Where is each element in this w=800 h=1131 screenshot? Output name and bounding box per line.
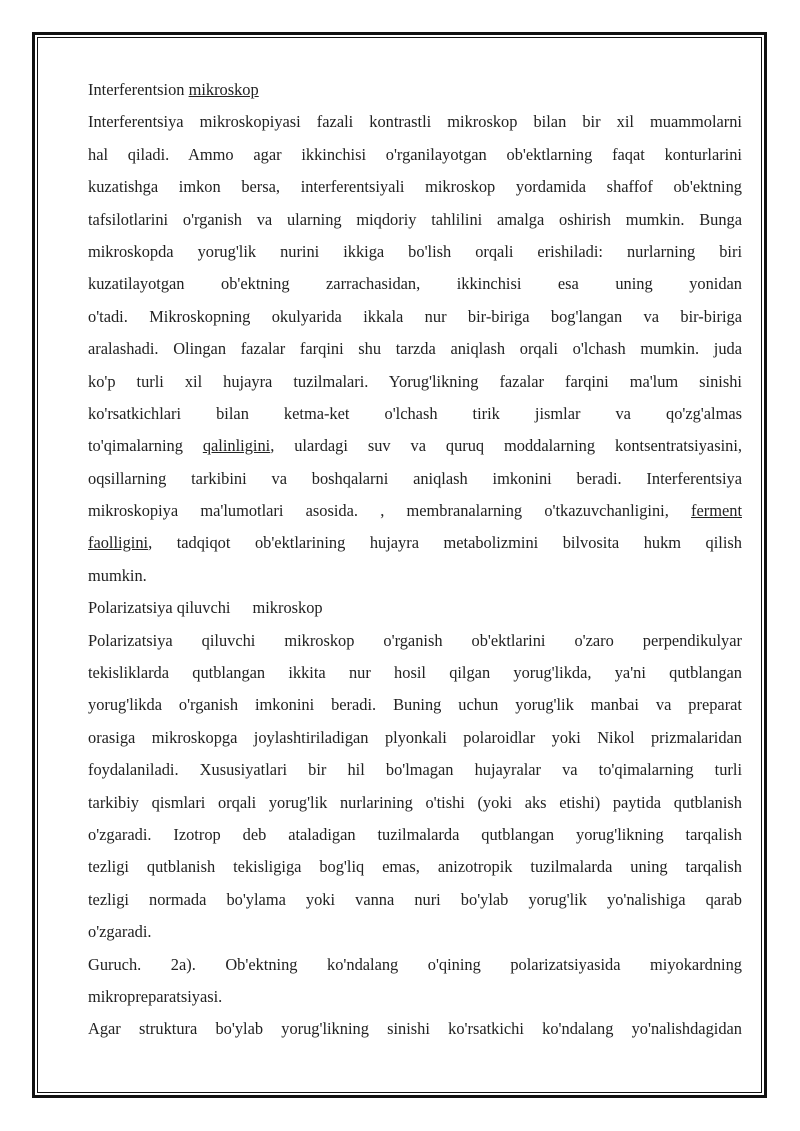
text-line: hal qiladi. Ammo agar ikkinchisi o'rganilayotgan ob'ektlarning faqat konturlarini: [88, 144, 742, 164]
document-body: [88, 74, 742, 1046]
text-line: tafsilotlarini o'rganish va ularning miqdoriy tahlilini amalga oshirish mumkin. Bunga: [88, 209, 742, 229]
text-line: aralashadi. Olingan fazalar farqini shu tarzda aniqlash orqali o'lchash mumkin. juda: [88, 339, 742, 359]
hyperlink[interactable]: faolligini: [88, 533, 149, 553]
text-segment: , ulardagi suv va quruq moddalarning kontsentratsiyasini,: [270, 436, 742, 456]
text-line: orasiga mikroskopga joylashtiriladigan plyonkali polaroidlar yoki Nikol prizmalaridan: [88, 727, 742, 747]
text-line: o'zgaradi.: [88, 922, 152, 942]
text-line: yorug'likda o'rganish imkonini beradi. Buning uchun yorug'lik manbai va preparat: [88, 695, 742, 715]
text-line: ko'rsatkichlari bilan ketma-ket o'lchash tirik jismlar va qo'zg'almas: [88, 403, 742, 423]
text-line: mikroskopda yorug'lik nurini ikkiga bo'lish orqali erishiladi: nurlarning biri: [88, 241, 742, 261]
section-heading: [88, 592, 742, 624]
text-line: [88, 430, 742, 462]
text-line: Guruch. 2a). Ob'ektning ko'ndalang o'qining polarizatsiyasida miyokardning: [88, 954, 742, 974]
heading-text: Interferentsion: [88, 80, 189, 99]
text-line: ko'p turli xil hujayra tuzilmalari. Yorug'likning fazalar farqini ma'lum sinishi: [88, 371, 742, 391]
text-line: mikropreparatsiyasi.: [88, 986, 223, 1006]
text-segment: to'qimalarning: [88, 436, 203, 456]
text-line: tekisliklarda qutblangan ikkita nur hosil qilgan yorug'likda, ya'ni qutblangan: [88, 663, 742, 683]
text-line: Agar struktura bo'ylab yorug'likning sinishi ko'rsatkichi ko'ndalang yo'nalishdagidan: [88, 1019, 742, 1039]
text-line: [88, 495, 742, 527]
text-line: o'tadi. Mikroskopning okulyarida ikkala nur bir-biriga bog'langan va bir-biriga: [88, 306, 742, 326]
text-line: o'zgaradi. Izotrop deb ataladigan tuzilmalarda qutblangan yorug'likning tarqalish: [88, 824, 742, 844]
text-line: mumkin.: [88, 565, 147, 585]
text-line: [88, 527, 742, 559]
text-line: Polarizatsiya qiluvchi mikroskop o'rganish ob'ektlarini o'zaro perpendikulyar: [88, 630, 742, 650]
text-line: tezligi qutblanish tekisligiga bog'liq emas, anizotropik tuzilmalarda uning tarqalish: [88, 857, 742, 877]
text-line: tarkibiy qismlari orqali yorug'lik nurlarining o'tishi (yoki aks etishi) paytida qutblanish: [88, 792, 742, 812]
text-line: Interferentsiya mikroskopiyasi fazali kontrastli mikroskop bilan bir xil muammolarni: [88, 112, 742, 132]
hyperlink[interactable]: qalinligini: [202, 436, 271, 456]
heading-text: Polarizatsiya qiluvchi: [88, 598, 231, 618]
text-segment: mikroskopiya ma'lumotlari asosida. , membranalarning o'tkazuvchanligini,: [88, 501, 692, 521]
text-line: kuzatishga imkon bersa, interferentsiyali mikroskop yordamida shaffof ob'ektning: [88, 177, 742, 197]
heading-link[interactable]: mikroskop: [188, 80, 259, 99]
text-line: tezligi normada bo'ylama yoki vanna nuri bo'ylab yorug'lik yo'nalishiga qarab: [88, 889, 742, 909]
text-segment: , tadqiqot ob'ektlarining hujayra metabolizmini bilvosita hukm qilish: [148, 533, 742, 553]
heading-text: mikroskop: [252, 598, 323, 618]
text-line: foydalaniladi. Xususiyatlari bir hil bo'lmagan hujayralar va to'qimalarning turli: [88, 760, 742, 780]
text-line: kuzatilayotgan ob'ektning zarrachasidan, ikkinchisi esa uning yonidan: [88, 274, 742, 294]
text-line: oqsillarning tarkibini va boshqalarni aniqlash imkonini beradi. Interferentsiya: [88, 468, 742, 488]
section-heading: [88, 74, 742, 106]
hyperlink[interactable]: ferment: [691, 501, 742, 521]
